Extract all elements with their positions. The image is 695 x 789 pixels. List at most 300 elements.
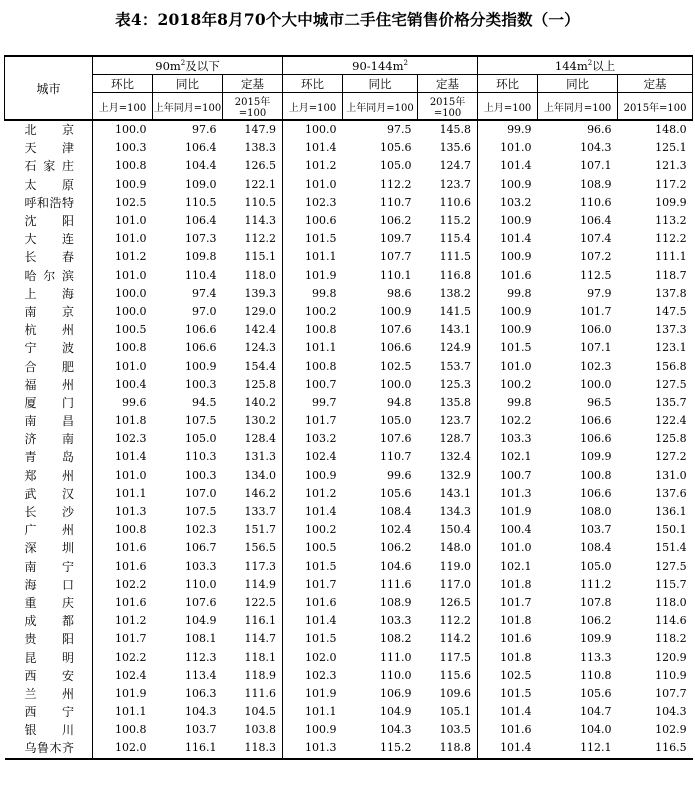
index-value: 100.9: [500, 323, 532, 337]
index-value: 111.1: [655, 250, 687, 264]
index-value: 132.9: [418, 467, 478, 485]
city-name: 福州: [5, 376, 93, 394]
index-value: 100.9: [305, 723, 337, 737]
index-value: 106.4: [185, 214, 217, 228]
city-name: 杭州: [5, 321, 93, 339]
index-value: 108.4: [380, 505, 412, 519]
city-name: 太原: [5, 176, 93, 194]
table-row: [5, 339, 693, 357]
index-value: 101.5: [500, 686, 532, 700]
base-header-2015: 2015年=100: [223, 93, 283, 121]
index-value: 102.1: [500, 450, 532, 464]
city-name: 长春: [5, 248, 93, 266]
index-value: 101.8: [500, 650, 532, 664]
index-value: 110.8: [580, 668, 612, 682]
city-name: 合肥: [5, 357, 93, 375]
index-value: 112.3: [185, 650, 217, 664]
index-value: 102.0: [305, 650, 337, 664]
city-name: 大连: [5, 230, 93, 248]
table-row: [5, 703, 693, 721]
index-value: 122.5: [223, 594, 283, 612]
index-value: 103.3: [500, 432, 532, 446]
index-value: 109.0: [185, 177, 217, 191]
city-name: 哈尔滨: [5, 267, 93, 285]
table-row: [5, 248, 693, 266]
index-value: 105.6: [380, 486, 412, 500]
index-value: 100.8: [115, 341, 147, 355]
index-value: 142.4: [223, 321, 283, 339]
city-name: 宁波: [5, 339, 93, 357]
index-value: 101.7: [305, 414, 337, 428]
base-header-last-year: 上年同月=100: [153, 93, 223, 121]
index-value: 100.3: [185, 468, 217, 482]
index-value: 100.9: [500, 214, 532, 228]
index-value: 124.3: [223, 339, 283, 357]
index-value: 141.5: [418, 303, 478, 321]
index-value: 105.0: [380, 159, 412, 173]
index-value: 122.4: [655, 414, 687, 428]
index-value: 103.2: [305, 432, 337, 446]
city-column-header: 城市: [5, 56, 93, 120]
base-header-last-month: 上月=100: [283, 93, 343, 121]
index-value: 100.2: [305, 523, 337, 537]
index-value: 103.7: [185, 723, 217, 737]
index-value: 101.8: [500, 614, 532, 628]
index-value: 103.8: [223, 721, 283, 739]
index-value: 107.3: [185, 232, 217, 246]
index-value: 101.5: [500, 341, 532, 355]
index-value: 101.0: [305, 177, 337, 191]
index-value: 106.3: [185, 686, 217, 700]
index-value: 118.1: [223, 648, 283, 666]
table-body: [5, 120, 693, 759]
index-value: 104.5: [223, 703, 283, 721]
base-header-2015: 2015年=100: [618, 93, 693, 121]
index-value: 101.9: [115, 686, 147, 700]
index-value: 107.1: [580, 159, 612, 173]
index-value: 97.0: [192, 304, 217, 318]
index-value: 106.6: [580, 486, 612, 500]
index-value: 119.0: [418, 558, 478, 576]
index-value: 105.6: [580, 686, 612, 700]
index-value: 102.4: [115, 668, 147, 682]
index-value: 100.6: [305, 214, 337, 228]
index-value: 106.4: [580, 214, 612, 228]
index-value: 110.6: [580, 195, 612, 209]
index-value: 102.9: [655, 723, 687, 737]
index-value: 108.9: [380, 595, 412, 609]
index-value: 107.1: [580, 341, 612, 355]
index-value: 102.4: [380, 523, 412, 537]
city-name: 深圳: [5, 539, 93, 557]
table-row: [5, 667, 693, 685]
index-value: 116.8: [418, 267, 478, 285]
index-value: 100.8: [580, 468, 612, 482]
index-value: 96.5: [587, 395, 612, 409]
city-name: 重庆: [5, 594, 93, 612]
group-header-90-144: $90-144m^2$: [283, 56, 478, 75]
index-value: 110.0: [380, 668, 412, 682]
index-value: 110.5: [223, 194, 283, 212]
city-name: 郑州: [5, 467, 93, 485]
table-row: [5, 194, 693, 212]
index-value: 107.5: [185, 505, 217, 519]
index-value: 118.2: [655, 632, 687, 646]
city-name: 呼和浩特: [5, 194, 93, 212]
index-value: 108.9: [580, 177, 612, 191]
index-value: 101.2: [115, 250, 147, 264]
index-value: 125.1: [655, 141, 687, 155]
city-name: 长沙: [5, 503, 93, 521]
index-value: 101.0: [500, 541, 532, 555]
index-value: 107.6: [380, 432, 412, 446]
index-value: 101.0: [115, 232, 147, 246]
index-value: 100.9: [380, 304, 412, 318]
index-value: 102.3: [185, 523, 217, 537]
index-value: 110.4: [185, 268, 217, 282]
index-value: 106.6: [185, 341, 217, 355]
table-row: [5, 157, 693, 175]
index-value: 135.8: [418, 394, 478, 412]
index-value: 123.7: [418, 412, 478, 430]
index-value: 104.3: [655, 705, 687, 719]
city-name: 广州: [5, 521, 93, 539]
index-value: 112.2: [223, 230, 283, 248]
base-header-last-month: 上月=100: [93, 93, 153, 121]
table-row: [5, 739, 693, 758]
index-value: 135.6: [418, 139, 478, 157]
index-value: 109.8: [185, 250, 217, 264]
index-value: 106.2: [580, 614, 612, 628]
index-value: 104.7: [580, 705, 612, 719]
index-value: 116.5: [618, 739, 693, 758]
city-name: 天津: [5, 139, 93, 157]
metric-header-yoy: 同比: [538, 75, 618, 93]
index-value: 107.0: [185, 486, 217, 500]
index-value: 101.1: [305, 250, 337, 264]
index-value: 104.6: [380, 559, 412, 573]
index-value: 101.8: [500, 577, 532, 591]
index-value: 104.9: [380, 705, 412, 719]
index-value: 101.0: [500, 141, 532, 155]
index-value: 101.6: [115, 595, 147, 609]
index-value: 99.6: [387, 468, 412, 482]
index-value: 101.9: [500, 505, 532, 519]
index-value: 156.8: [655, 359, 687, 373]
index-value: 156.5: [223, 539, 283, 557]
index-value: 101.7: [305, 577, 337, 591]
index-value: 109.9: [655, 195, 687, 209]
index-value: 105.0: [380, 414, 412, 428]
index-value: 100.8: [115, 159, 147, 173]
index-value: 110.0: [185, 577, 217, 591]
table-row: [5, 721, 693, 739]
index-value: 101.3: [115, 505, 147, 519]
index-value: 102.1: [500, 559, 532, 573]
index-value: 94.8: [387, 395, 412, 409]
index-value: 127.5: [655, 559, 687, 573]
index-value: 143.1: [418, 485, 478, 503]
index-value: 105.0: [580, 559, 612, 573]
index-value: 101.4: [500, 159, 532, 173]
index-value: 100.8: [115, 723, 147, 737]
index-value: 139.3: [223, 285, 283, 303]
index-value: 104.9: [185, 614, 217, 628]
index-value: 100.0: [115, 286, 147, 300]
index-value: 131.0: [655, 468, 687, 482]
index-value: 143.1: [418, 321, 478, 339]
city-name: 南宁: [5, 558, 93, 576]
index-value: 106.4: [185, 141, 217, 155]
index-value: 106.6: [580, 432, 612, 446]
index-value: 99.8: [312, 286, 337, 300]
table-row: [5, 212, 693, 230]
index-value: 110.1: [380, 268, 412, 282]
index-value: 107.7: [380, 250, 412, 264]
index-value: 104.3: [380, 723, 412, 737]
table-row: [5, 503, 693, 521]
index-value: 101.4: [115, 450, 147, 464]
table-row: [5, 394, 693, 412]
base-header-last-month: 上月=100: [478, 93, 538, 121]
table-row: [5, 321, 693, 339]
index-value: 113.3: [580, 650, 612, 664]
index-value: 146.2: [223, 485, 283, 503]
table-row: [5, 467, 693, 485]
index-value: 138.2: [418, 285, 478, 303]
index-value: 101.6: [500, 268, 532, 282]
index-value: 110.5: [185, 195, 217, 209]
metric-header-mom: 环比: [283, 75, 343, 93]
group-header-over-144: $144m^2$以上: [478, 56, 693, 75]
index-value: 114.9: [223, 576, 283, 594]
index-value: 107.8: [580, 595, 612, 609]
city-name: 南昌: [5, 412, 93, 430]
index-value: 153.7: [418, 357, 478, 375]
index-value: 101.4: [305, 614, 337, 628]
index-value: 101.6: [115, 541, 147, 555]
index-value: 101.3: [500, 486, 532, 500]
city-name: 昆明: [5, 648, 93, 666]
index-value: 97.6: [153, 120, 223, 139]
index-value: 101.9: [305, 686, 337, 700]
index-value: 111.0: [380, 650, 412, 664]
index-value: 128.7: [418, 430, 478, 448]
index-value: 101.6: [500, 723, 532, 737]
city-name: 沈阳: [5, 212, 93, 230]
index-value: 121.3: [655, 159, 687, 173]
index-value: 100.0: [115, 304, 147, 318]
index-value: 109.6: [418, 685, 478, 703]
index-value: 102.2: [115, 650, 147, 664]
index-value: 108.1: [185, 632, 217, 646]
index-value: 126.5: [418, 594, 478, 612]
index-value: 105.6: [380, 141, 412, 155]
index-value: 102.2: [500, 414, 532, 428]
table-row: [5, 303, 693, 321]
index-value: 106.0: [580, 323, 612, 337]
index-value: 110.3: [185, 450, 217, 464]
index-value: 137.6: [655, 486, 687, 500]
index-value: 124.7: [418, 157, 478, 175]
index-value: 100.7: [305, 377, 337, 391]
index-value: 117.3: [223, 558, 283, 576]
index-value: 107.5: [185, 414, 217, 428]
index-value: 114.2: [418, 630, 478, 648]
index-value: 100.3: [185, 377, 217, 391]
price-index-table: [4, 55, 693, 760]
index-value: 101.0: [115, 214, 147, 228]
index-value: 111.2: [580, 577, 612, 591]
index-value: 101.1: [305, 341, 337, 355]
metric-header-fixed-base: 定基: [618, 75, 693, 93]
metric-header-mom: 环比: [93, 75, 153, 93]
index-value: 132.4: [418, 448, 478, 466]
index-value: 101.1: [115, 486, 147, 500]
table-row: [5, 430, 693, 448]
index-value: 113.2: [655, 214, 687, 228]
table-row: [5, 267, 693, 285]
index-value: 102.3: [305, 195, 337, 209]
index-value: 134.3: [418, 503, 478, 521]
index-value: 127.2: [655, 450, 687, 464]
index-value: 138.3: [223, 139, 283, 157]
city-name: 银川: [5, 721, 93, 739]
city-name: 北京: [5, 120, 93, 139]
index-value: 115.1: [223, 248, 283, 266]
index-value: 148.0: [618, 120, 693, 139]
index-value: 113.4: [185, 668, 217, 682]
index-value: 100.9: [500, 304, 532, 318]
index-value: 115.2: [418, 212, 478, 230]
index-value: 106.6: [185, 323, 217, 337]
index-value: 103.5: [418, 721, 478, 739]
index-value: 125.8: [655, 432, 687, 446]
table-row: [5, 176, 693, 194]
table-row: [5, 120, 693, 139]
index-value: 100.9: [305, 468, 337, 482]
index-value: 112.2: [655, 232, 687, 246]
index-value: 115.2: [343, 739, 418, 758]
index-value: 106.9: [380, 686, 412, 700]
index-value: 105.1: [418, 703, 478, 721]
index-value: 101.2: [305, 159, 337, 173]
index-value: 101.2: [115, 614, 147, 628]
table-row: [5, 448, 693, 466]
index-value: 100.9: [115, 177, 147, 191]
index-value: 100.8: [305, 323, 337, 337]
index-value: 106.6: [380, 341, 412, 355]
index-value: 120.9: [655, 650, 687, 664]
index-value: 101.4: [478, 739, 538, 758]
index-value: 101.1: [115, 705, 147, 719]
index-value: 110.9: [655, 668, 687, 682]
table-row: [5, 558, 693, 576]
city-name: 兰州: [5, 685, 93, 703]
city-name: 海口: [5, 576, 93, 594]
index-value: 107.2: [580, 250, 612, 264]
index-value: 151.4: [655, 541, 687, 555]
index-value: 118.9: [223, 667, 283, 685]
index-value: 111.5: [418, 248, 478, 266]
table-row: [5, 594, 693, 612]
index-value: 101.0: [115, 468, 147, 482]
index-value: 140.2: [223, 394, 283, 412]
index-value: 147.5: [655, 304, 687, 318]
city-name: 上海: [5, 285, 93, 303]
index-value: 101.9: [305, 268, 337, 282]
index-value: 100.9: [500, 177, 532, 191]
index-value: 100.9: [185, 359, 217, 373]
index-value: 124.9: [418, 339, 478, 357]
index-value: 99.6: [122, 395, 147, 409]
index-value: 101.8: [115, 414, 147, 428]
index-value: 101.0: [500, 359, 532, 373]
index-value: 131.3: [223, 448, 283, 466]
index-value: 129.0: [223, 303, 283, 321]
index-value: 114.3: [223, 212, 283, 230]
group-header-under-90: $90m^2$及以下: [93, 56, 283, 75]
index-value: 114.7: [223, 630, 283, 648]
index-value: 125.8: [223, 376, 283, 394]
index-value: 109.9: [580, 450, 612, 464]
index-value: 100.4: [500, 523, 532, 537]
index-value: 154.4: [223, 357, 283, 375]
index-value: 110.6: [418, 194, 478, 212]
table-row: [5, 412, 693, 430]
index-value: 151.7: [223, 521, 283, 539]
index-value: 100.2: [305, 304, 337, 318]
index-value: 147.9: [223, 120, 283, 139]
city-name: 石家庄: [5, 157, 93, 175]
index-value: 100.0: [380, 377, 412, 391]
index-value: 115.6: [418, 667, 478, 685]
index-value: 100.7: [500, 468, 532, 482]
index-value: 107.6: [185, 595, 217, 609]
index-value: 102.3: [580, 359, 612, 373]
index-value: 101.5: [305, 559, 337, 573]
table-header: [5, 56, 693, 120]
index-value: 106.2: [380, 541, 412, 555]
index-value: 114.6: [655, 614, 687, 628]
index-value: 101.4: [500, 705, 532, 719]
city-name: 青岛: [5, 448, 93, 466]
index-value: 102.5: [115, 195, 147, 209]
index-value: 100.0: [93, 120, 153, 139]
index-value: 101.6: [500, 632, 532, 646]
index-value: 118.7: [655, 268, 687, 282]
index-value: 150.1: [655, 523, 687, 537]
city-name: 厦门: [5, 394, 93, 412]
metric-header-fixed-base: 定基: [418, 75, 478, 93]
city-name: 乌鲁木齐: [5, 739, 93, 758]
index-value: 102.3: [115, 432, 147, 446]
index-value: 101.4: [500, 232, 532, 246]
table-row: [5, 539, 693, 557]
index-value: 128.4: [223, 430, 283, 448]
index-value: 108.2: [380, 632, 412, 646]
index-value: 103.3: [380, 614, 412, 628]
index-value: 115.4: [418, 230, 478, 248]
base-header-2015: 2015年=100: [418, 93, 478, 121]
table-title: 表4：2018年8月70个大中城市二手住宅销售价格分类指数（一）: [115, 10, 580, 29]
index-value: 134.0: [223, 467, 283, 485]
city-name: 西宁: [5, 703, 93, 721]
index-value: 115.7: [655, 577, 687, 591]
base-header-last-year: 上年同月=100: [343, 93, 418, 121]
index-value: 123.7: [418, 176, 478, 194]
index-value: 106.7: [185, 541, 217, 555]
